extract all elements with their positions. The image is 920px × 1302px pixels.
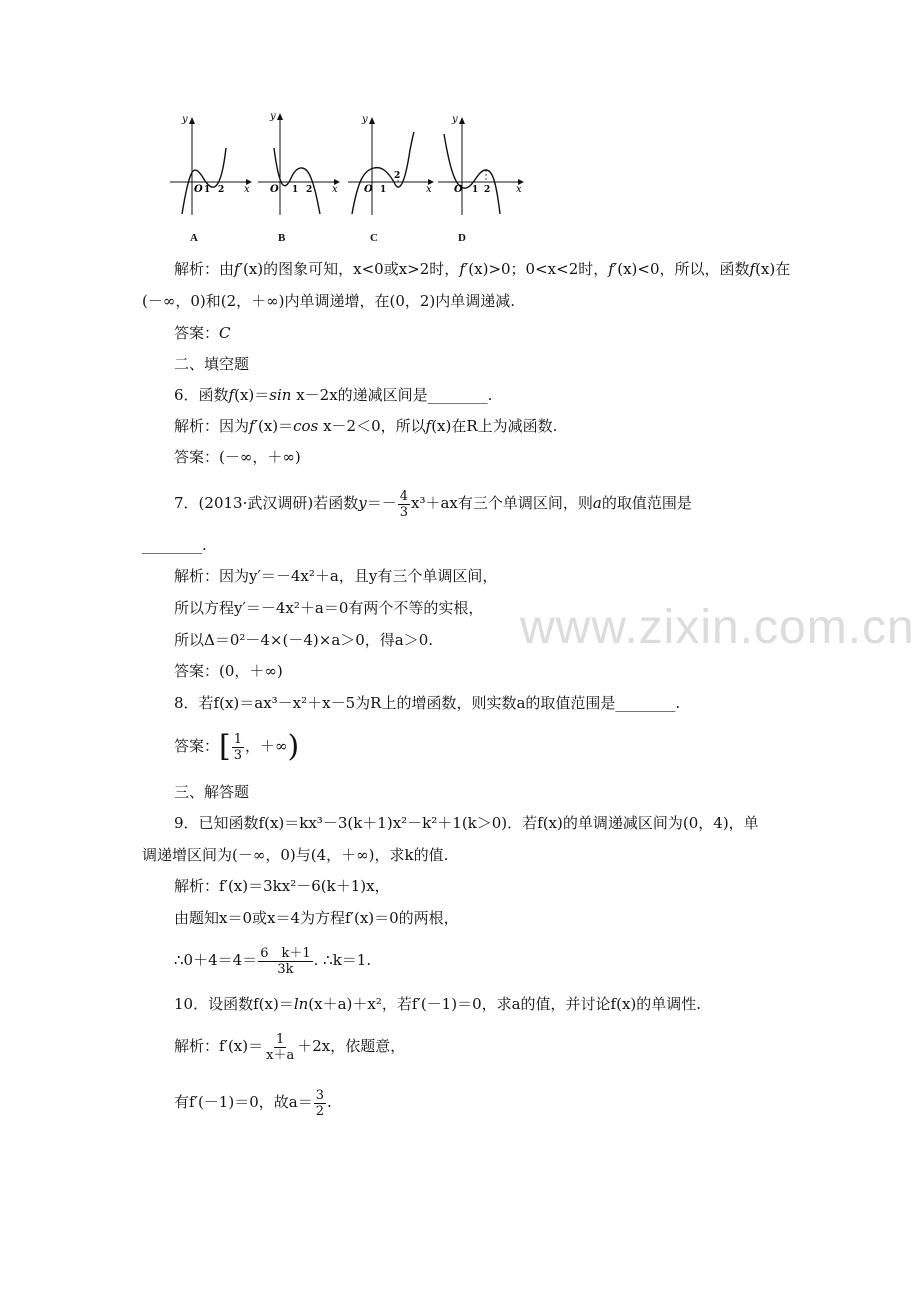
answer-label: 答案： bbox=[174, 324, 220, 342]
graph-c-y-label: y bbox=[362, 114, 368, 125]
text: x－2x的递减区间是________. bbox=[291, 386, 493, 404]
graph-b-tick-1: 1 bbox=[292, 185, 299, 195]
text: ＝－ bbox=[366, 494, 397, 512]
option-graphs bbox=[168, 110, 528, 245]
text: ln bbox=[293, 995, 309, 1013]
graph-a-label: A bbox=[190, 232, 198, 244]
graph-a-y-label: y bbox=[182, 114, 188, 125]
answer-label: 答案： bbox=[174, 737, 220, 755]
frac-num: 6 k＋1 bbox=[260, 945, 311, 961]
q8-answer bbox=[174, 728, 299, 764]
text: x－2＜0，所以 bbox=[318, 417, 426, 435]
text: cos bbox=[293, 417, 319, 435]
text: f bbox=[749, 260, 756, 278]
q7-analysis-line2: 所以方程y′＝－4x²＋a＝0有两个不等的实根， bbox=[174, 599, 484, 617]
q9-analysis-line1: 解析：f′(x)＝3kx²－6(k＋1)x， bbox=[174, 877, 390, 895]
q7-blank: ________. bbox=[142, 536, 207, 554]
graph-d-tick-1: 1 bbox=[472, 185, 479, 195]
q5-analysis-line1 bbox=[174, 259, 790, 279]
q7-analysis-line3: 所以Δ＝0²－4×(－4)×a＞0，得a＞0. bbox=[174, 631, 434, 649]
watermark: www.zixin.com.cn bbox=[520, 601, 915, 654]
graph-b-plot bbox=[256, 110, 341, 220]
text: f′ bbox=[234, 260, 243, 278]
text: 解析：f′(x)＝ bbox=[174, 1037, 264, 1055]
graph-d bbox=[436, 110, 522, 245]
graph-b-x-label: x bbox=[332, 184, 338, 195]
text: . bbox=[326, 1093, 332, 1111]
graph-d-plot bbox=[436, 110, 526, 220]
q10-stem bbox=[174, 994, 701, 1014]
text: f bbox=[425, 417, 432, 435]
text: ，＋∞ bbox=[245, 737, 288, 755]
text: 解析：因为 bbox=[174, 417, 250, 435]
q6-analysis bbox=[174, 416, 557, 436]
text: f′ bbox=[608, 260, 618, 278]
fraction bbox=[264, 1032, 296, 1063]
graph-b-tick-2: 2 bbox=[306, 185, 313, 195]
text: x<0或x>2时， bbox=[353, 260, 460, 278]
text: f′ bbox=[459, 260, 469, 278]
q10-analysis-line1 bbox=[174, 1028, 405, 1064]
text: (x＋a)＋x²，若f′(－1)＝0，求a的值，并讨论f(x)的单调性. bbox=[308, 995, 702, 1013]
q9-analysis-line3 bbox=[174, 942, 371, 978]
graph-c bbox=[346, 110, 432, 245]
q6-stem bbox=[174, 385, 492, 405]
text: 解析：由 bbox=[174, 260, 235, 278]
graph-d-label: D bbox=[458, 232, 466, 244]
graph-a-tick-2: 2 bbox=[218, 185, 225, 195]
q8-stem: 8．若f(x)＝ax³－x²＋x－5为R上的增函数，则实数a的取值范围是________. bbox=[174, 694, 681, 712]
graph-b-origin: O bbox=[270, 184, 279, 195]
frac-den: x＋a bbox=[266, 1047, 295, 1063]
text: ＋2x，依题意， bbox=[297, 1037, 406, 1055]
answer-value: C bbox=[219, 324, 231, 342]
graph-b bbox=[256, 110, 336, 245]
q9-analysis-line2: 由题知x＝0或x＝4为方程f′(x)＝0的两根， bbox=[174, 909, 459, 927]
text: y bbox=[358, 494, 367, 512]
q5-analysis-line2: (－∞，0)和(2，＋∞)内单调递增，在(0，2)内单调递减. bbox=[142, 292, 516, 310]
frac-num: 3 bbox=[315, 1087, 324, 1103]
text: (x)在R上为减函数. bbox=[431, 417, 558, 435]
graph-a-origin: O bbox=[194, 184, 203, 195]
graph-d-tick-2: 2 bbox=[484, 185, 491, 195]
q10-analysis-line2 bbox=[174, 1084, 332, 1120]
graph-d-y-label: y bbox=[452, 114, 458, 125]
graph-b-y-label: y bbox=[270, 111, 276, 122]
graph-a-x-label: x bbox=[244, 184, 250, 195]
frac-den: 3 bbox=[233, 747, 243, 763]
text: ∴0＋4＝4＝ bbox=[174, 951, 258, 969]
frac-num: 1 bbox=[233, 731, 243, 747]
frac-num: 1 bbox=[276, 1031, 285, 1047]
text: (x)＝ bbox=[257, 417, 294, 435]
frac-den: 3 bbox=[399, 504, 408, 520]
graph-b-label: B bbox=[278, 232, 286, 244]
text: f′ bbox=[249, 417, 258, 435]
graph-c-tick-2: 2 bbox=[394, 171, 401, 181]
text: sin bbox=[269, 386, 292, 404]
text: (x)＝ bbox=[234, 386, 270, 404]
section-heading-fill-blank: 二、填空题 bbox=[174, 355, 250, 373]
q7-answer: 答案：(0，＋∞) bbox=[174, 662, 283, 680]
text: x³＋ax有三个单调区间，则 bbox=[410, 494, 593, 512]
text: f bbox=[228, 386, 235, 404]
frac-den: 2 bbox=[315, 1103, 324, 1119]
q9-stem-line1: 9．已知函数f(x)＝kx³－3(k＋1)x²－k²＋1(k＞0)．若f(x)的单调递减区间为(0，4)，单 bbox=[174, 814, 759, 832]
graph-d-origin: O bbox=[454, 184, 463, 195]
text: 7．(2013·武汉调研)若函数 bbox=[174, 494, 359, 512]
q7-analysis-line1: 解析：因为y′＝－4x²＋a，且y有三个单调区间， bbox=[174, 567, 498, 585]
text: 有f′(－1)＝0，故a＝ bbox=[174, 1093, 313, 1111]
q5-answer bbox=[174, 323, 231, 343]
text: 6．函数 bbox=[174, 386, 229, 404]
fraction bbox=[398, 489, 410, 520]
graph-a bbox=[168, 110, 248, 245]
bracket-left: [ bbox=[219, 729, 231, 764]
text: 的取值范围是 bbox=[601, 494, 692, 512]
graph-a-plot bbox=[168, 110, 253, 220]
frac-num: 4 bbox=[399, 488, 408, 504]
frac-den: 3k bbox=[277, 961, 294, 977]
q9-stem-line2: 调递增区间为(－∞，0)与(4，＋∞)，求k的值. bbox=[142, 846, 449, 864]
q6-answer: 答案：(－∞，＋∞) bbox=[174, 448, 301, 466]
bracket-right: ) bbox=[287, 729, 300, 764]
graph-c-origin: O bbox=[364, 184, 373, 195]
q7-stem bbox=[174, 485, 692, 521]
text: (x)>0；0<x<2时， bbox=[468, 260, 609, 278]
text: 10．设函数f(x)＝ bbox=[174, 995, 294, 1013]
graph-c-x-label: x bbox=[426, 184, 432, 195]
text: (x)<0，所以，函数 bbox=[617, 260, 750, 278]
text: a bbox=[592, 494, 602, 512]
fraction bbox=[232, 732, 244, 763]
graph-d-x-label: x bbox=[516, 184, 522, 195]
text: (x)的图象可知， bbox=[242, 260, 354, 278]
fraction bbox=[258, 946, 312, 977]
section-heading-solve: 三、解答题 bbox=[174, 783, 250, 801]
graph-a-tick-1: 1 bbox=[204, 185, 211, 195]
text: . ∴k＝1. bbox=[313, 951, 372, 969]
graph-c-plot bbox=[346, 110, 436, 220]
graph-c-label: C bbox=[370, 232, 378, 244]
graph-c-tick-1: 1 bbox=[380, 185, 387, 195]
text: (x)在 bbox=[755, 260, 791, 278]
fraction bbox=[314, 1088, 326, 1119]
